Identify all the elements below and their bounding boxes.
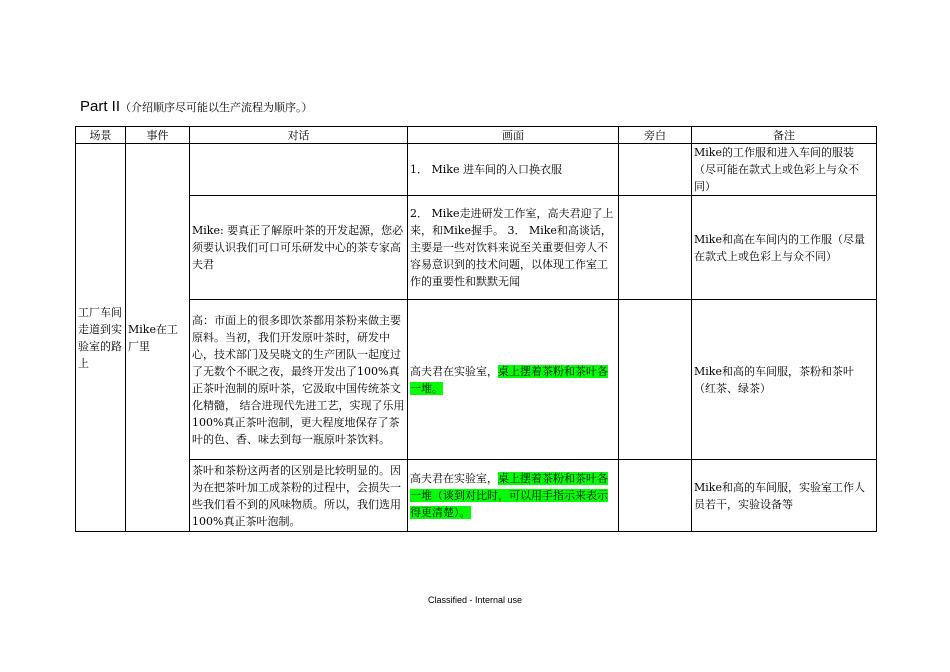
header-scene: 场景 [76, 127, 126, 144]
narration-cell [619, 144, 692, 196]
frame-cell [408, 144, 619, 196]
highlighted-frame-text: 桌上摆着茶粉和茶叶各一堆。 [410, 364, 608, 395]
header-dialogue: 对话 [190, 127, 408, 144]
highlighted-frame-text: 桌上摆着茶粉和茶叶各一堆（谈到对比时，可以用手指示来表示得更清楚）。 [410, 472, 608, 519]
notes-cell: Mike和高的车间服，茶粉和茶叶（红茶、绿茶） [692, 300, 877, 460]
storyboard-table [75, 126, 877, 532]
part-title: Part II [80, 98, 121, 115]
notes-cell: Mike的工作服和进入车间的服装（尽可能在款式上或色彩上与众不同） [692, 144, 877, 196]
frame-text: 1． Mike 进车间的入口换衣服 [410, 163, 562, 176]
dialogue-cell: 茶叶和茶粉这两者的区别是比较明显的。因为在把茶叶加工成茶粉的过程中，会损失一些我们看不到的风味物质。所以，我们选用100%真正茶叶泡制。 [190, 460, 408, 532]
header-event: 事件 [126, 127, 190, 144]
header-frame: 画面 [408, 127, 619, 144]
header-narration: 旁白 [619, 127, 692, 144]
notes-cell: Mike和高在车间内的工作服（尽量在款式上或色彩上与众不同） [692, 196, 877, 300]
scene-cell: 工厂车间走道到实验室的路上 [76, 144, 126, 532]
frame-cell [408, 460, 619, 532]
classification-footer: Classified - Internal use [427, 595, 523, 605]
notes-cell: Mike和高的车间服，实验室工作人员若干，实验设备等 [692, 460, 877, 532]
event-cell: Mike在工厂里 [126, 144, 190, 532]
frame-text: 高夫君在实验室， [410, 472, 498, 485]
frame-cell [408, 196, 619, 300]
table-row [76, 300, 877, 460]
header-notes: 备注 [692, 127, 877, 144]
dialogue-cell: Mike: 要真正了解原叶茶的开发起源，您必须要认识我们可口可乐研发中心的茶专家高夫君 [190, 196, 408, 300]
frame-cell [408, 300, 619, 460]
frame-text: 2． Mike走进研发工作室，高夫君迎了上来，和Mike握手。 3． Mike和高谈话，主要是一些对饮料来说至关重要但旁人不容易意识到的技术问题，以体现工作室工作的重要性和默默无闻 [410, 207, 614, 288]
dialogue-cell: 高：市面上的很多即饮茶都用茶粉来做主要原料。当初，我们开发原叶茶时，研发中心，技术部门及吴晓文的生产团队一起度过了无数个不眠之夜，最终开发出了100%真正茶叶泡制的原叶茶，它汲取中国传统茶文化精髓， 结合进现代先进工艺，实现了乐用100%真正茶叶泡制，更大程度地保存了茶叶的色、香、味去到每一瓶原叶茶饮料。 [190, 300, 408, 460]
table-row [76, 144, 877, 196]
header-row [76, 127, 877, 144]
narration-cell [619, 300, 692, 460]
part-note: （介绍顺序尽可能以生产流程为顺序。） [120, 101, 313, 114]
narration-cell [619, 460, 692, 532]
table-row [76, 196, 877, 300]
frame-text: 高夫君在实验室， [410, 364, 498, 378]
dialogue-cell [190, 144, 408, 196]
section-heading [80, 96, 313, 115]
narration-cell [619, 196, 692, 300]
table-row [76, 460, 877, 532]
